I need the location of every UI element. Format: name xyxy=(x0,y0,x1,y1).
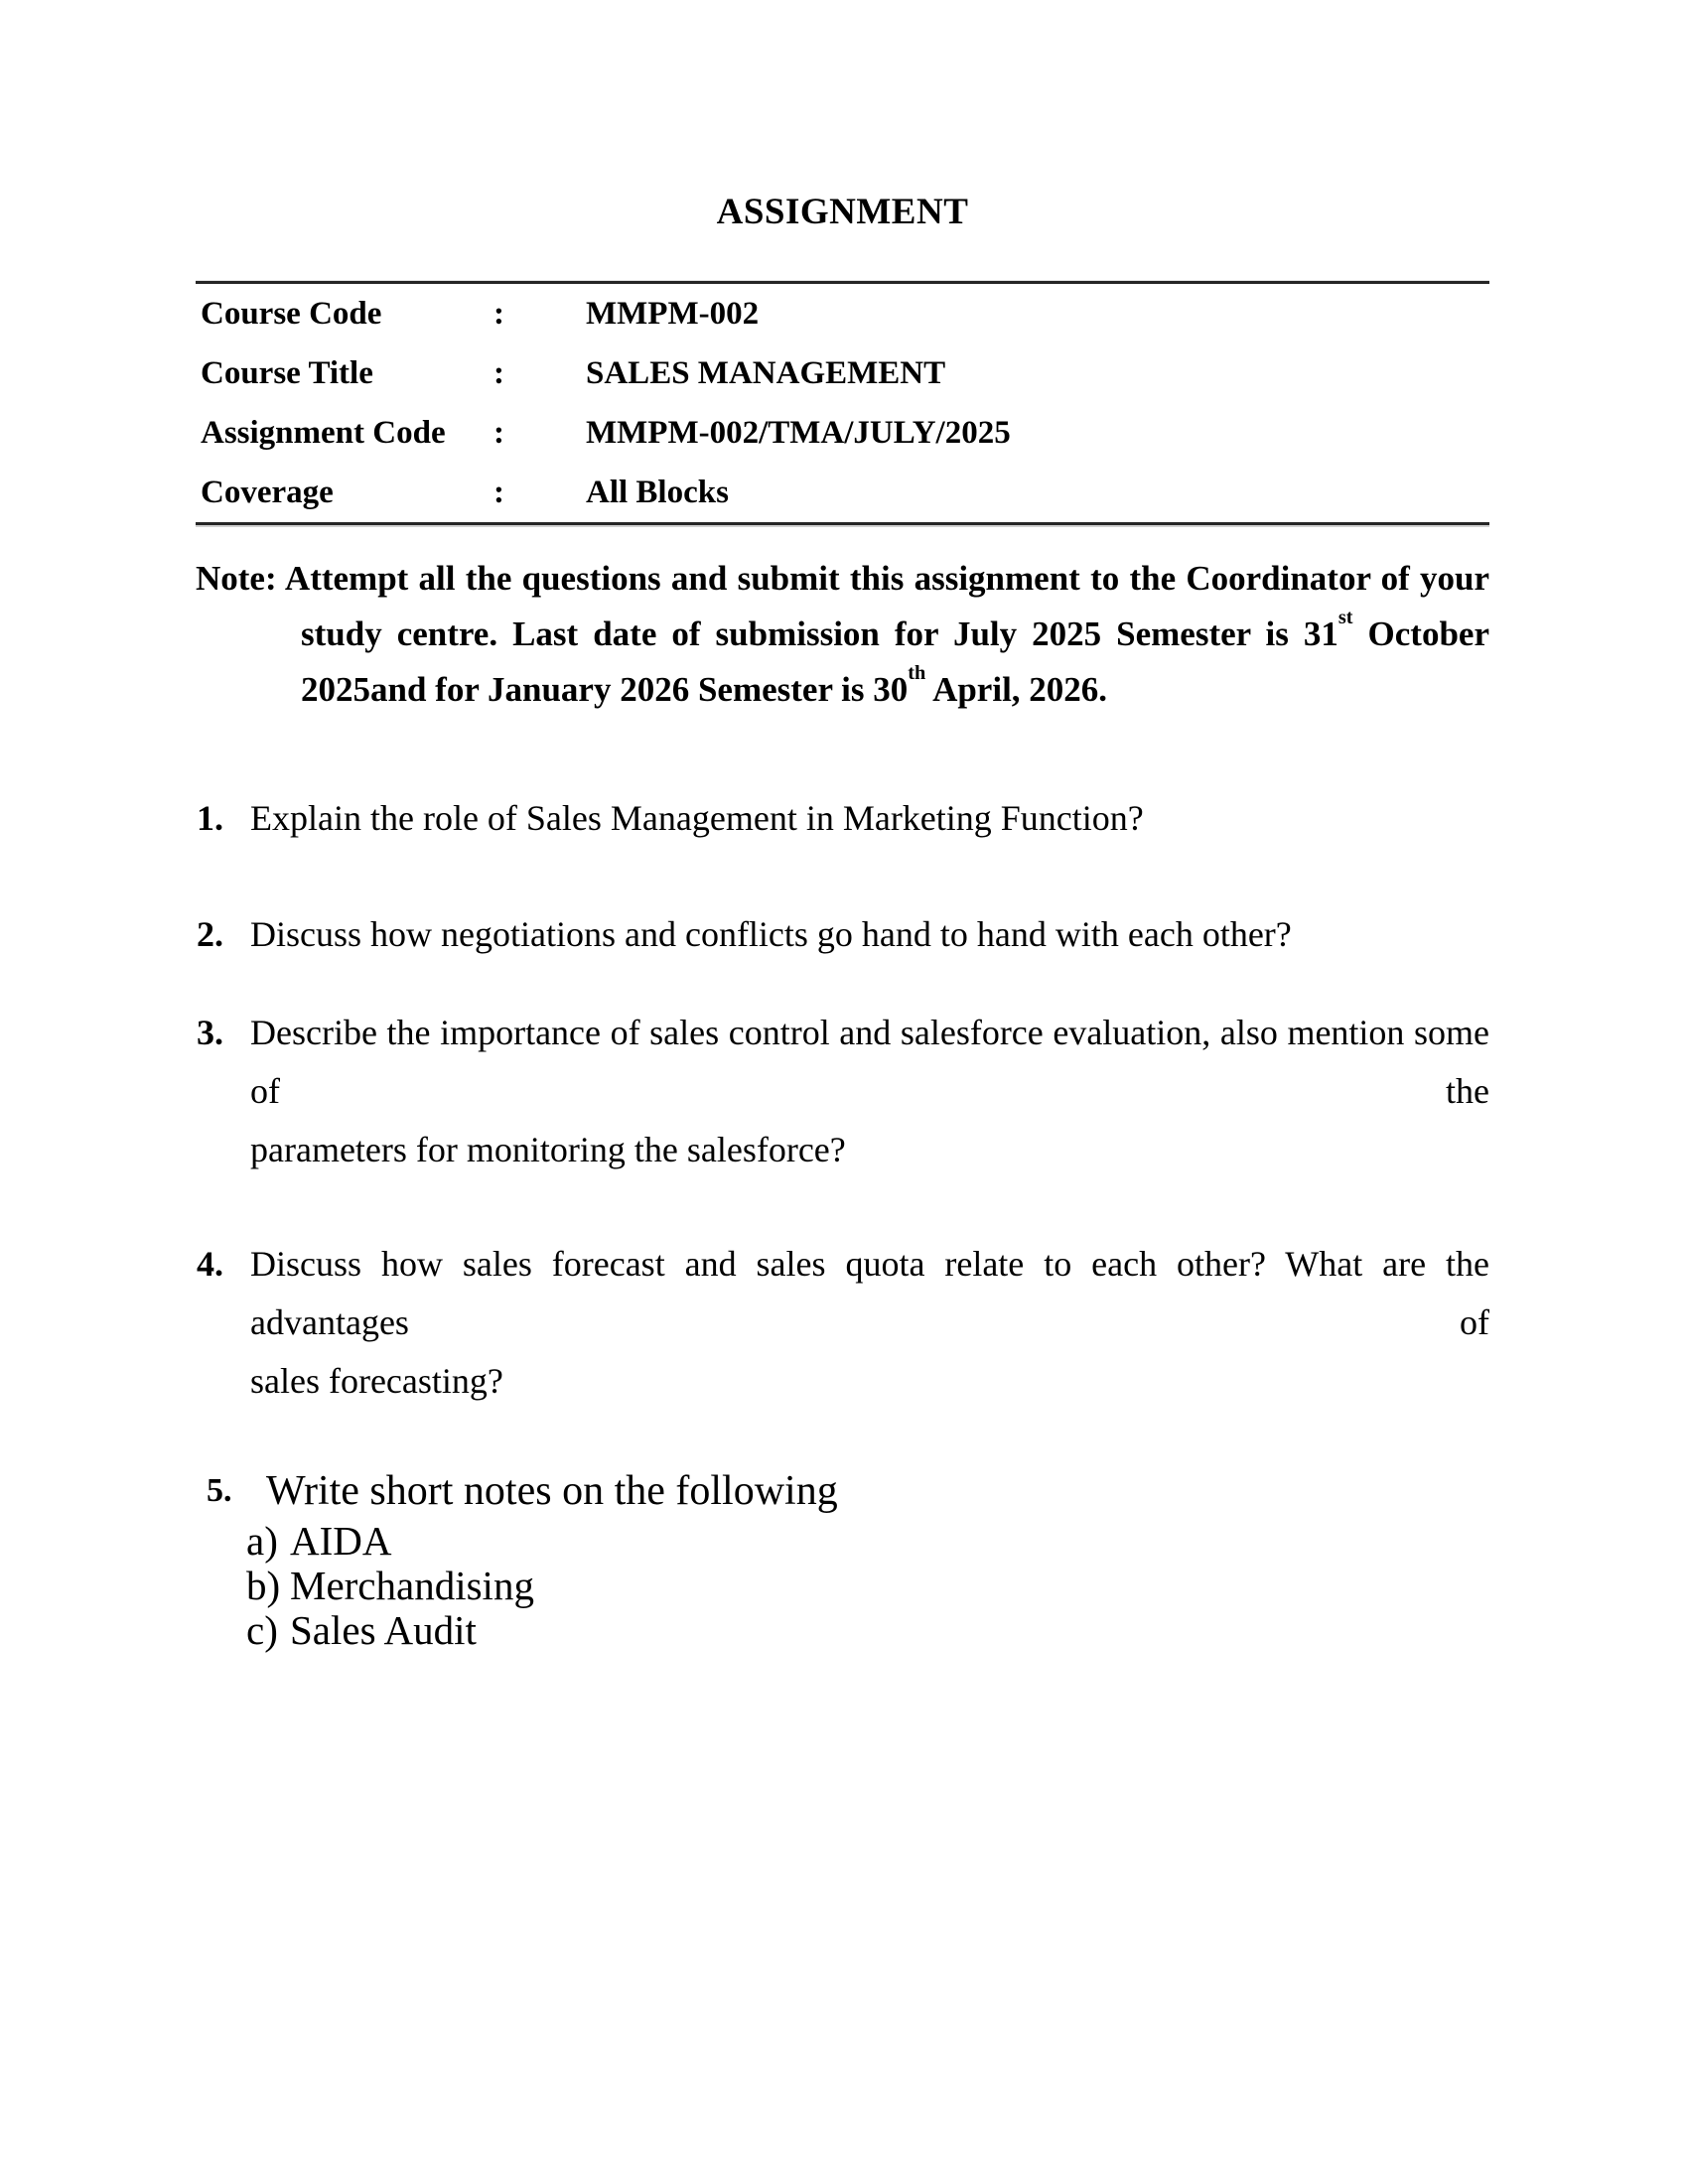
question-1 xyxy=(196,789,1489,848)
question-4-line-1: Discuss how sales forecast and sales quota relate to each other? What are the advantages of xyxy=(250,1244,1489,1342)
question-3-number: 3. xyxy=(197,1013,223,1052)
note-line-3-tail: April, 2026. xyxy=(925,670,1108,709)
subitem-b-marker: b) xyxy=(246,1563,281,1608)
table-row-coverage xyxy=(196,463,1489,522)
note-line-2-tail: October xyxy=(1352,614,1489,653)
assignment-code-label: Assignment Code xyxy=(201,414,446,451)
subitem-b-text: Merchandising xyxy=(290,1563,534,1608)
question-4 xyxy=(196,1235,1489,1411)
note-line-1: Note: Attempt all the questions and submit this assignment to the Coordinator of your xyxy=(196,559,1489,598)
question-1-line: Explain the role of Sales Management in Marketing Function? xyxy=(250,798,1144,838)
note-line-2 xyxy=(196,607,1489,662)
question-4-line-2: sales forecasting? xyxy=(250,1361,503,1401)
question-3-text xyxy=(250,1004,1489,1179)
subitem-b xyxy=(246,1564,1489,1608)
submission-note xyxy=(196,551,1489,718)
question-5-text: Write short notes on the following xyxy=(266,1468,838,1514)
table-row-course-title xyxy=(196,343,1489,403)
subitem-c-text: Sales Audit xyxy=(290,1607,477,1653)
question-5-subitems xyxy=(246,1519,1489,1653)
ordinal-superscript: st xyxy=(1337,606,1353,628)
question-4-number: 4. xyxy=(197,1244,223,1284)
question-3-line-2: parameters for monitoring the salesforce? xyxy=(250,1130,846,1169)
question-2-number: 2. xyxy=(197,914,223,954)
note-line-3 xyxy=(196,662,1489,718)
subitem-a-marker: a) xyxy=(246,1518,278,1564)
question-5-number: 5. xyxy=(207,1472,232,1509)
ordinal-superscript: th xyxy=(908,661,926,684)
question-2-line: Discuss how negotiations and conflicts go hand to hand with each other? xyxy=(250,914,1292,954)
page-title: ASSIGNMENT xyxy=(716,192,969,232)
question-1-text xyxy=(250,789,1489,848)
course-code-value: MMPM-002 xyxy=(586,295,760,332)
colon-separator: : xyxy=(493,354,504,391)
note-line-2-text: study centre. Last date of submission for July 2025 Semester is 31 xyxy=(301,614,1338,653)
question-2-text xyxy=(250,905,1489,964)
assignment-code-value: MMPM-002/TMA/JULY/2025 xyxy=(586,414,1011,451)
table-row-course-code xyxy=(196,284,1489,343)
coverage-value: All Blocks xyxy=(586,474,729,510)
question-2 xyxy=(196,905,1489,964)
course-code-label: Course Code xyxy=(201,295,382,332)
table-row-assignment-code xyxy=(196,403,1489,463)
course-title-label: Course Title xyxy=(201,354,373,391)
subitem-c xyxy=(246,1608,1489,1653)
coverage-label: Coverage xyxy=(201,474,334,510)
colon-separator: : xyxy=(493,474,504,510)
subitem-a xyxy=(246,1519,1489,1564)
course-title-value: SALES MANAGEMENT xyxy=(586,354,946,391)
course-info-table xyxy=(196,281,1489,525)
question-1-number: 1. xyxy=(197,798,223,838)
colon-separator: : xyxy=(493,295,504,332)
question-5 xyxy=(196,1465,1489,1653)
subitem-a-text: AIDA xyxy=(290,1518,392,1564)
subitem-c-marker: c) xyxy=(246,1607,278,1653)
question-5-heading xyxy=(196,1465,1489,1517)
question-4-text xyxy=(250,1235,1489,1411)
question-3 xyxy=(196,1004,1489,1179)
note-line-3-text: 2025and for January 2026 Semester is 30 xyxy=(301,670,909,709)
question-3-line-1: Describe the importance of sales control and salesforce evaluation, also mention some of the xyxy=(250,1013,1489,1111)
colon-separator: : xyxy=(493,414,504,451)
